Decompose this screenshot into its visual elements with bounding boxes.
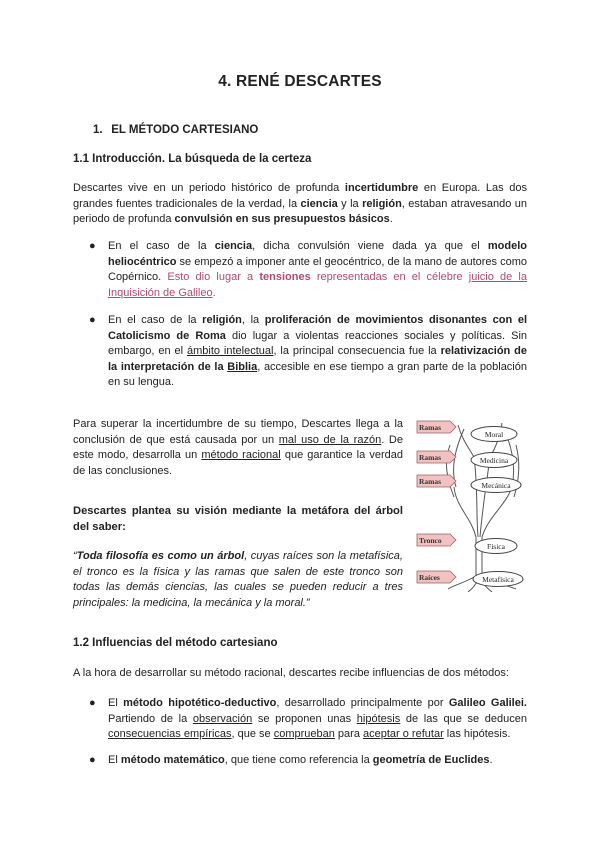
subsection-heading-1-1: 1.1 Introducción. La búsqueda de la certeza xyxy=(73,153,312,165)
tag-ramas-1: Ramas xyxy=(419,423,442,432)
tree-label-moral: Moral xyxy=(484,430,504,439)
page-title: 4. RENÉ DESCARTES xyxy=(218,73,382,90)
section-heading xyxy=(93,124,258,136)
tree-sketch xyxy=(447,423,519,592)
metaphor-heading: Descartes plantea su visión mediante la metáfora del árbol del saber: xyxy=(73,505,403,533)
bullet-dot: ● xyxy=(89,240,96,252)
tree-quote: “Toda filosofía es como un árbol, cuyas raíces son la metafísica, el tronco es la física y las ramas que salen de este tronco son todas las demás ciencias, las cuales se pueden reducir a tres principales: la medicina, la mecánica y la moral.” xyxy=(73,550,403,609)
tree-label-medicina: Medicina xyxy=(479,456,509,465)
tree-label-mecanica: Mecánica xyxy=(481,481,511,490)
bullet-matematico: ● El método matemático, que tiene como referencia la geometría de Euclides. xyxy=(108,753,527,769)
bullet-dot: ● xyxy=(89,754,96,766)
influences-intro: A la hora de desarrollar su método racional, descartes recibe influencias de dos métodos: xyxy=(73,667,509,679)
tag-ramas-3: Ramas xyxy=(419,477,442,486)
inquisition-link[interactable]: juicio de la Inquisición de Galileo xyxy=(108,271,527,299)
bullet-dot: ● xyxy=(89,697,96,709)
bullet-hipotetico-deductivo: ● El método hipotético-deductivo, desarrollado principalmente por Galileo Galilei. Partiendo de la observación se proponen unas hipótesis de las que se deducen consecuencias empíricas, que se comprueban para aceptar o refutar las hipótesis. xyxy=(89,697,527,741)
tree-of-knowledge-figure xyxy=(416,417,528,592)
tag-tronco: Tronco xyxy=(419,536,442,545)
tree-label-fisica: Física xyxy=(487,542,505,551)
section-label: EL MÉTODO CARTESIANO xyxy=(111,124,259,136)
section-number: 1. xyxy=(93,124,103,136)
bullet-dot: ● xyxy=(89,314,96,326)
tree-label-metafisica: Metafísica xyxy=(482,575,514,584)
reason-paragraph: Para superar la incertidumbre de su tiempo, Descartes llega a la conclusión de que está causada por un mal uso de la razón. De este modo, desarrolla un método racional que garantice la verdad de las conclusiones. xyxy=(73,418,403,477)
intro-paragraph: Descartes vive en un periodo histórico de profunda incertidumbre en Europa. Las dos grandes fuentes tradicionales de la verdad, la ciencia y la religión, estaban atravesando un periodo de profunda convulsión en sus presupuestos básicos. xyxy=(73,182,527,226)
bullet-religion: ● En el caso de la religión, la proliferación de movimientos disonantes con el Catolicismo de Roma dio lugar a violentas reacciones sociales y políticas. Sin embargo, en el ámbito intelectual, la principal consecuencia fue la relativización de la interpretación de la Biblia, accesible en ese tiempo a gran parte de la población en su lengua. xyxy=(89,314,528,389)
tag-raices: Raíces xyxy=(419,573,440,582)
subsection-heading-1-2: 1.2 Influencias del método cartesiano xyxy=(73,637,278,649)
bullet-ciencia: ● En el caso de la ciencia, dicha convulsión viene dada ya que el modelo heliocéntrico se empezó a imponer ante el geocéntrico, de la mano de autores como Copérnico. Esto dio lugar a tensiones representadas en el célebre juicio de la Inquisición de Galileo. xyxy=(89,240,527,299)
tag-ramas-2: Ramas xyxy=(419,453,442,462)
